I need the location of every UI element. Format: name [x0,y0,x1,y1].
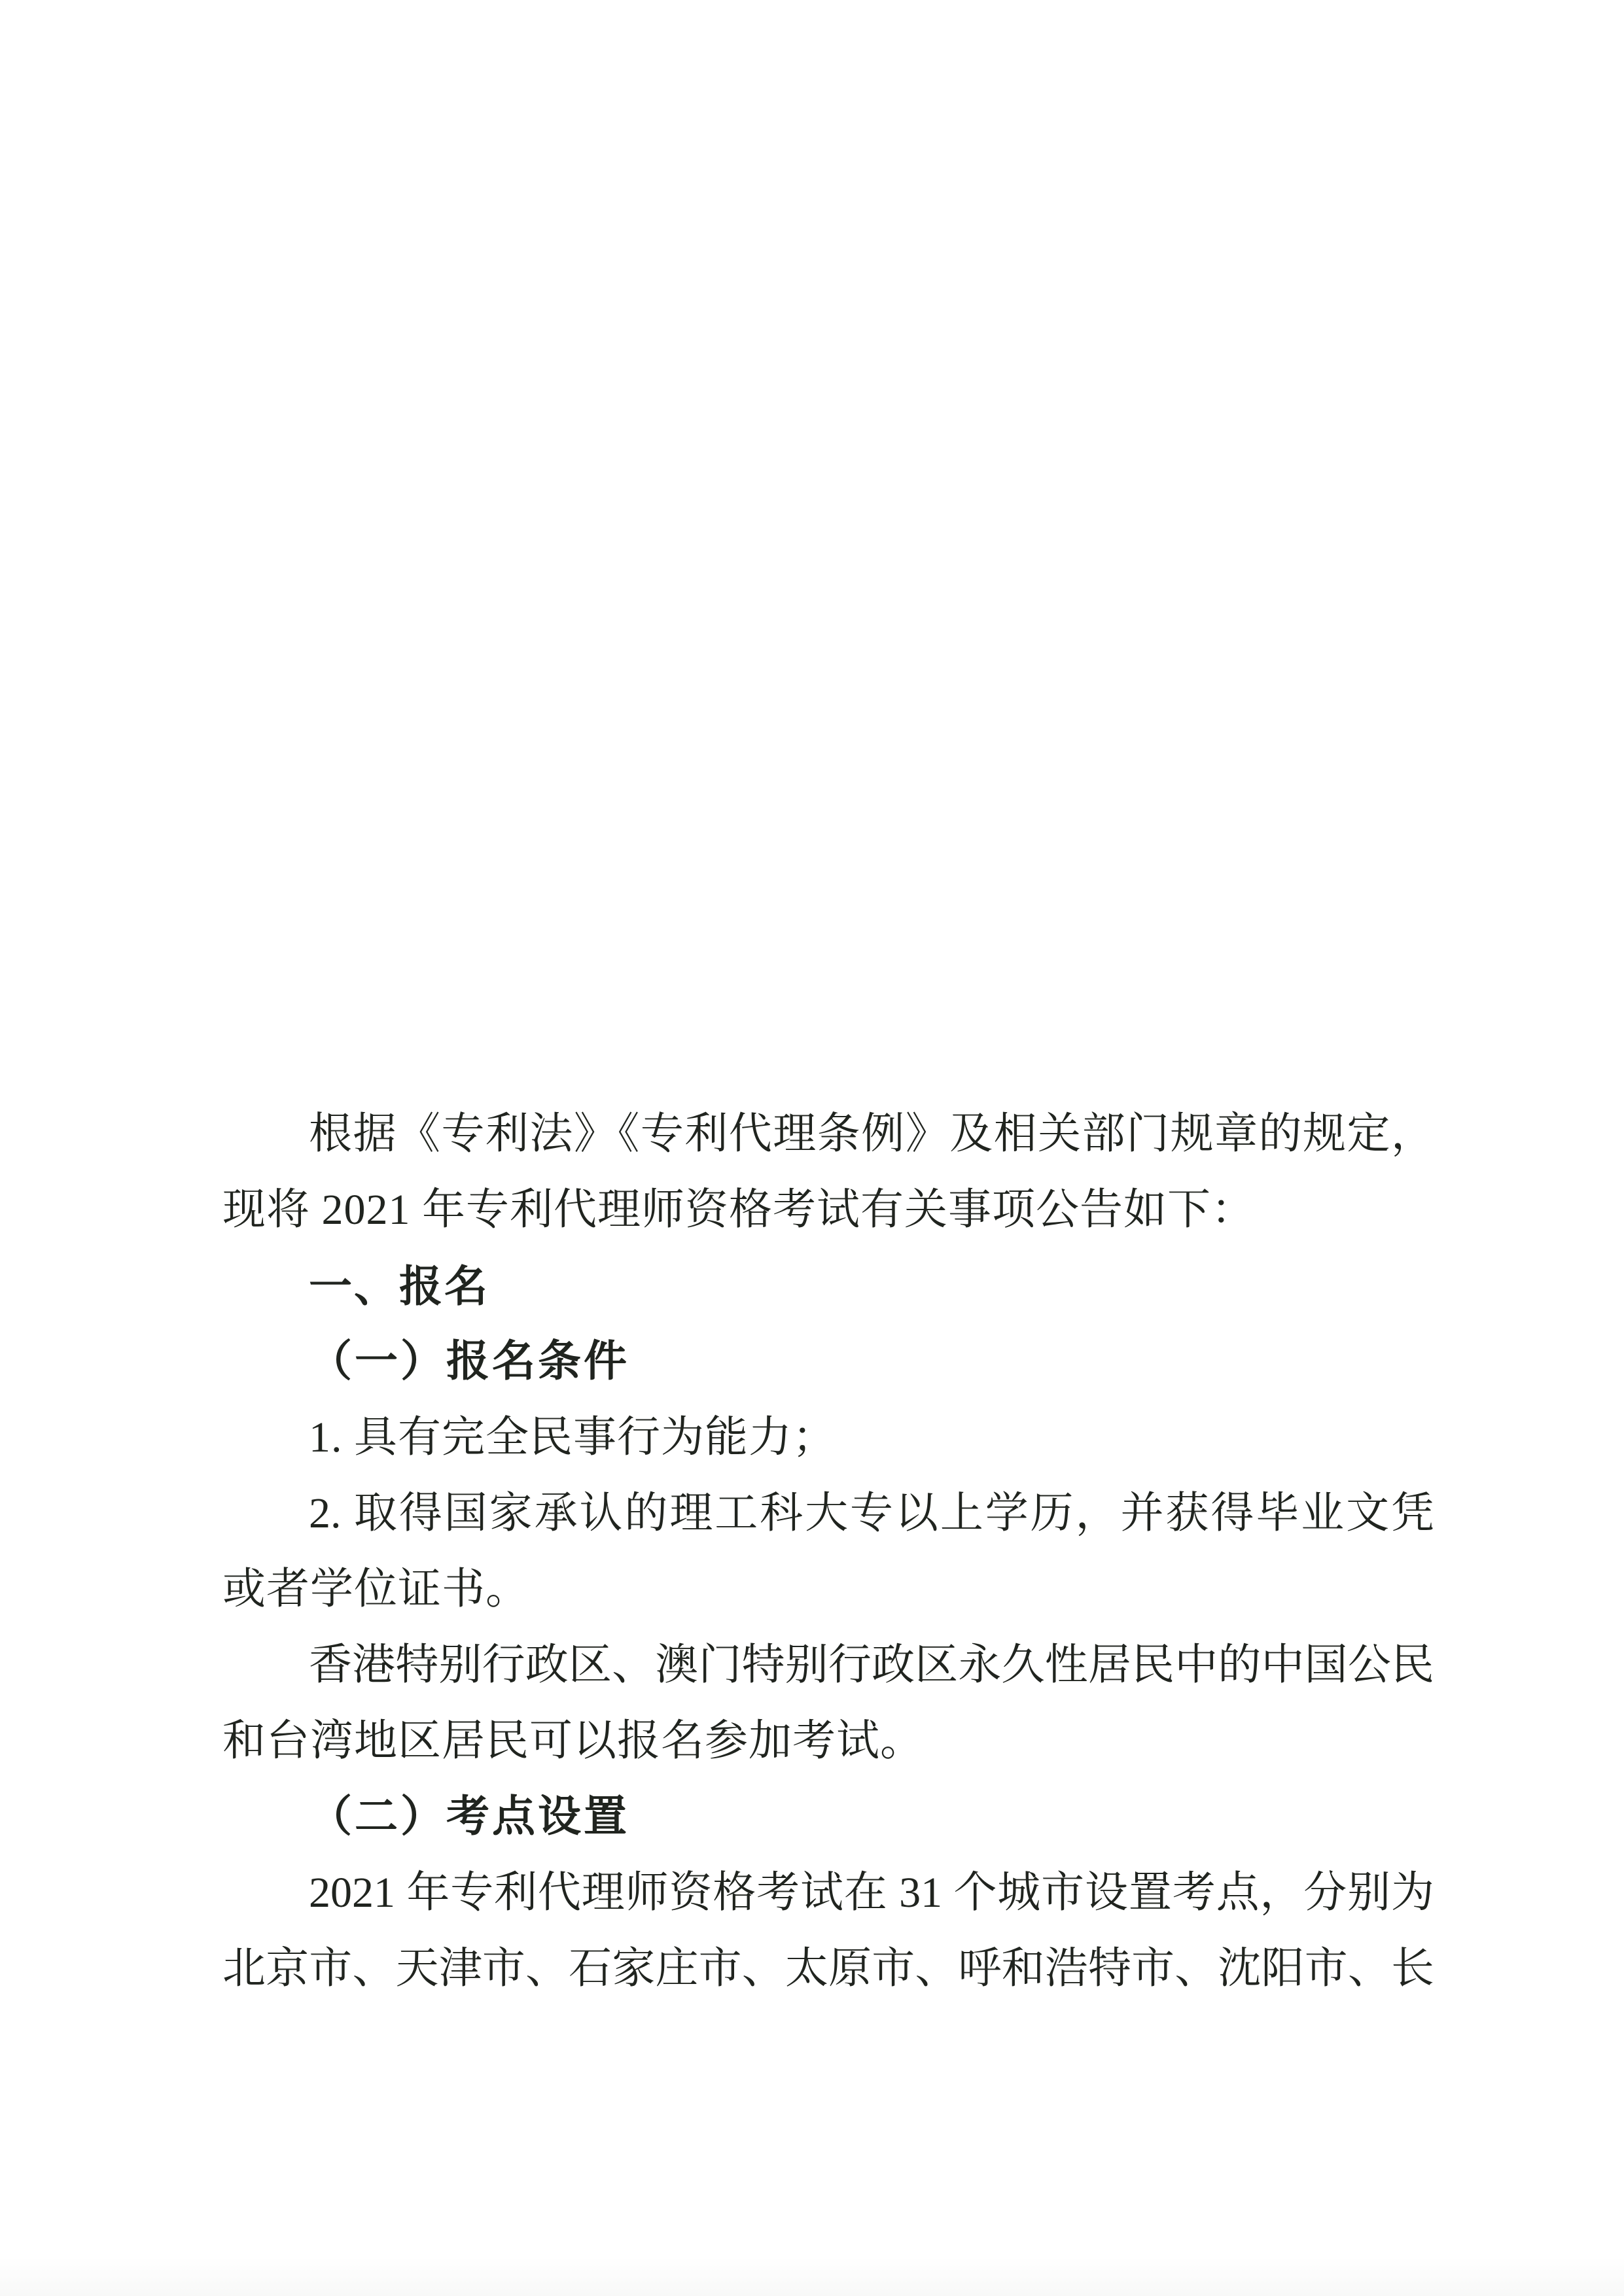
scan-shading [0,2257,1624,2296]
list-item: 2. 取得国家承认的理工科大专以上学历，并获得毕业文凭 [309,1489,1434,1537]
paragraph-line: 香港特别行政区、澳门特别行政区永久性居民中的中国公民 [309,1641,1434,1689]
paragraph-line: 根据《专利法》《专利代理条例》及相关部门规章的规定， [309,1110,1434,1158]
paragraph-line: 现将 2021 年专利代理师资格考试有关事项公告如下： [222,1186,1255,1234]
list-item: 1. 具有完全民事行为能力； [309,1414,836,1461]
paragraph-line: 和台湾地区居民可以报名参加考试。 [222,1717,924,1765]
document-body [222,1096,1434,2007]
paragraph-line: 2021 年专利代理师资格考试在 31 个城市设置考点，分别为 [309,1869,1434,1917]
paragraph-line: 北京市、天津市、石家庄市、太原市、呼和浩特市、沈阳市、长 [222,1945,1434,1992]
subsection-heading: （二）考点设置 [309,1793,629,1841]
subsection-heading: （一）报名条件 [309,1338,629,1385]
paragraph-line: 或者学位证书。 [222,1565,529,1613]
section-heading: 一、报名 [309,1262,489,1310]
